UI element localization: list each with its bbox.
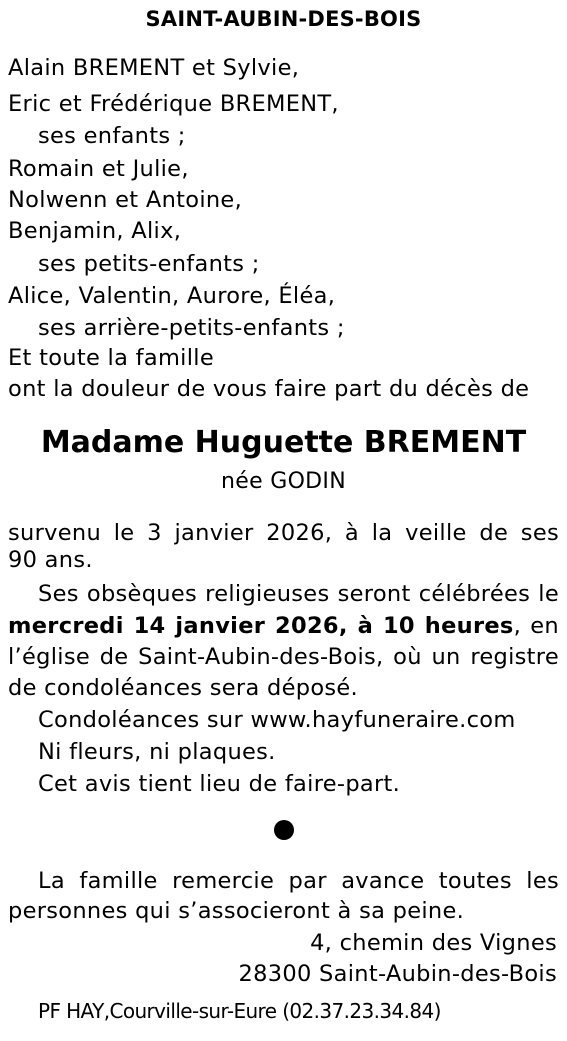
family-line: Benjamin, Alix, — [8, 218, 182, 244]
address-city: 28300 Saint-Aubin-des-Bois — [238, 961, 557, 987]
thanks-line: personnes qui s’associeront à sa peine. — [8, 898, 465, 924]
condolences-line: Condoléances sur www.hayfuneraire.com — [38, 707, 516, 733]
family-line: Nolwenn et Antoine, — [8, 187, 243, 213]
family-line: Eric et Frédérique BREMENT, — [8, 91, 339, 117]
family-line: Romain et Julie, — [8, 156, 189, 182]
separator-dot-icon — [274, 820, 294, 840]
death-details-line: 90 ans. — [8, 547, 93, 573]
death-details-line: survenu le 3 janvier 2026, à la veille de ses — [8, 520, 559, 546]
location-heading: SAINT-AUBIN-DES-BOIS — [145, 7, 422, 31]
family-line: Et toute la famille — [8, 345, 214, 371]
funeral-home-line: PF HAY,Courville-sur-Eure (02.37.23.34.84) — [38, 999, 441, 1023]
family-role-line: ses petits-enfants ; — [38, 251, 260, 277]
funeral-line: l’église de Saint-Aubin-des-Bois, où un registre — [8, 644, 559, 670]
funeral-line: Ses obsèques religieuses seront célébrées le — [38, 581, 559, 607]
family-role-line: ses enfants ; — [38, 123, 186, 149]
funeral-line: de condoléances sera déposé. — [8, 675, 358, 701]
notice-line: Cet avis tient lieu de faire-part. — [38, 771, 401, 797]
family-role-line: ses arrière-petits-enfants ; — [38, 315, 345, 341]
deceased-name: Madame Huguette BREMENT — [40, 425, 527, 460]
thanks-line: La famille remercie par avance toutes les — [38, 868, 559, 894]
family-line: Alice, Valentin, Aurore, Éléa, — [8, 283, 336, 309]
address-street: 4, chemin des Vignes — [310, 930, 557, 956]
maiden-name: née GODIN — [221, 469, 346, 494]
no-flowers-line: Ni fleurs, ni plaques. — [38, 739, 276, 765]
funeral-date-rest: , en — [513, 613, 559, 639]
announcement-line: ont la douleur de vous faire part du décès de — [8, 376, 530, 402]
family-line: Alain BREMENT et Sylvie, — [8, 55, 300, 81]
funeral-date: mercredi 14 janvier 2026, à 10 heures — [8, 613, 514, 639]
funeral-date-line — [8, 611, 559, 641]
